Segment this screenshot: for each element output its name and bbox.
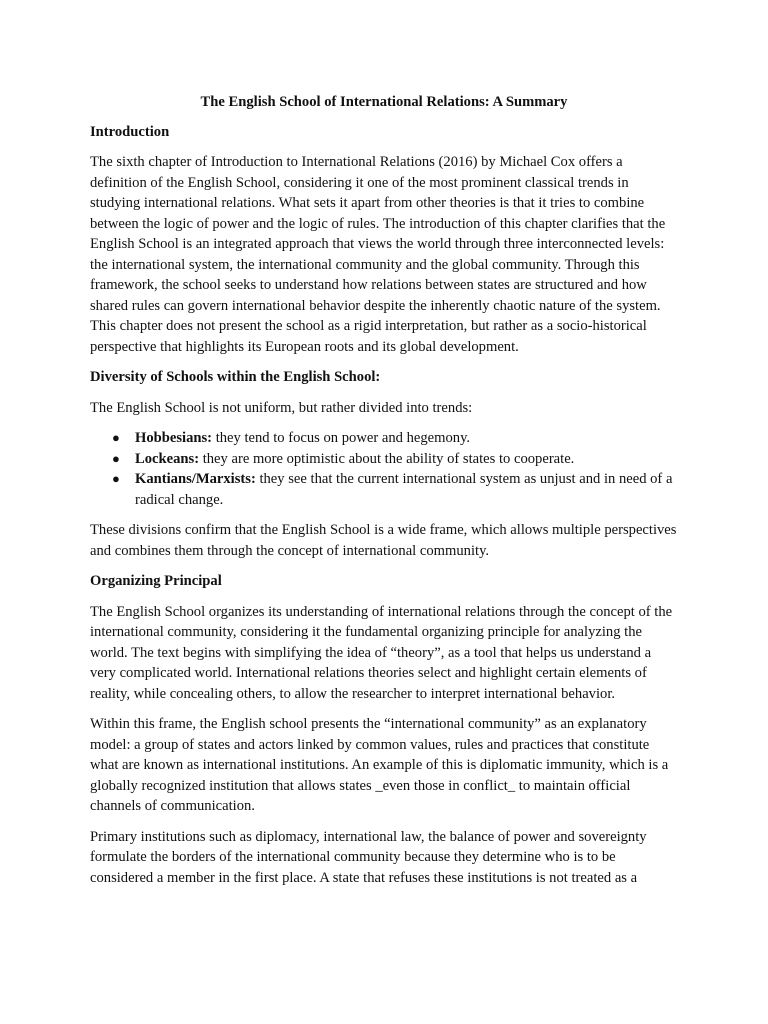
bullet-icon: ●	[112, 450, 120, 466]
trend-text: they tend to focus on power and hegemony.	[212, 430, 471, 446]
heading-diversity: Diversity of Schools within the English School:	[90, 369, 381, 385]
paragraph-diversity-conclusion: These divisions confirm that the English School is a wide frame, which allows multiple perspectives and combines them through the concept of international community.	[90, 522, 677, 559]
paragraph-organizing-2: Within this frame, the English school presents the “international community” as an explanatory model: a group of states and actors linked by common values, rules and practices that constitute what are known as international institutions. An example of this is diplomatic immunity, which is a globally recognized institution that allows states _even those in conflict_ to maintain official channels of communication.	[90, 716, 669, 814]
document-title: The English School of International Relations: A Summary	[200, 94, 568, 110]
trend-term: Hobbesians:	[135, 430, 213, 446]
bullet-icon: ●	[112, 430, 120, 445]
paragraph-diversity-intro: The English School is not uniform, but rather divided into trends:	[90, 399, 473, 416]
trend-term: Kantians/Marxists:	[135, 471, 256, 487]
heading-introduction: Introduction	[90, 123, 170, 140]
paragraph-introduction: The sixth chapter of Introduction to International Relations (2016) by Michael Cox offers a definition of the English School, considering it one of the most prominent classical trends in studying international relations. What sets it apart from other theories is that it tries to combine between the logic of power and the logic of rules. The introduction of this chapter clarifies that the English School is an integrated approach that views the world through three interconnected levels: the international system, the international community and the global community. Through this framework, the school seeks to understand how relations between states are structured and how shared rules can govern international behavior despite the inherently chaotic nature of the system. This chapter does not present the school as a rigid interpretation, but rather as a socio-historical perspective that highlights its European roots and its global development.	[90, 154, 666, 355]
trend-term: Lockeans:	[135, 450, 200, 467]
document-page	[90, 92, 678, 898]
trend-text: they are more optimistic about the ability of states to cooperate.	[199, 450, 575, 467]
bullet-icon: ●	[112, 471, 120, 486]
trend-text: they see that the current international system as unjust and in need of a radical change.	[135, 471, 673, 508]
paragraph-organizing-1: The English School organizes its understanding of international relations through the concept of the international community, considering it the fundamental organizing principle for analyzing the world. The text begins with simplifying the idea of “theory”, as a tool that helps us understand a very complicated world. International relations theories select and highlight certain elements of reality, while concealing others, to allow the researcher to interpret international behavior.	[90, 603, 673, 702]
paragraph-organizing-3: Primary institutions such as diplomacy, international law, the balance of power and sovereignty formulate the borders of the international community because they determine who is to be considered a member in the first place. A state that refuses these institutions is not treated as a	[90, 828, 647, 886]
list-item	[112, 449, 678, 470]
list-item	[112, 469, 678, 510]
trends-list	[90, 428, 678, 510]
heading-organizing-principal: Organizing Principal	[90, 573, 222, 589]
list-item	[112, 428, 678, 449]
